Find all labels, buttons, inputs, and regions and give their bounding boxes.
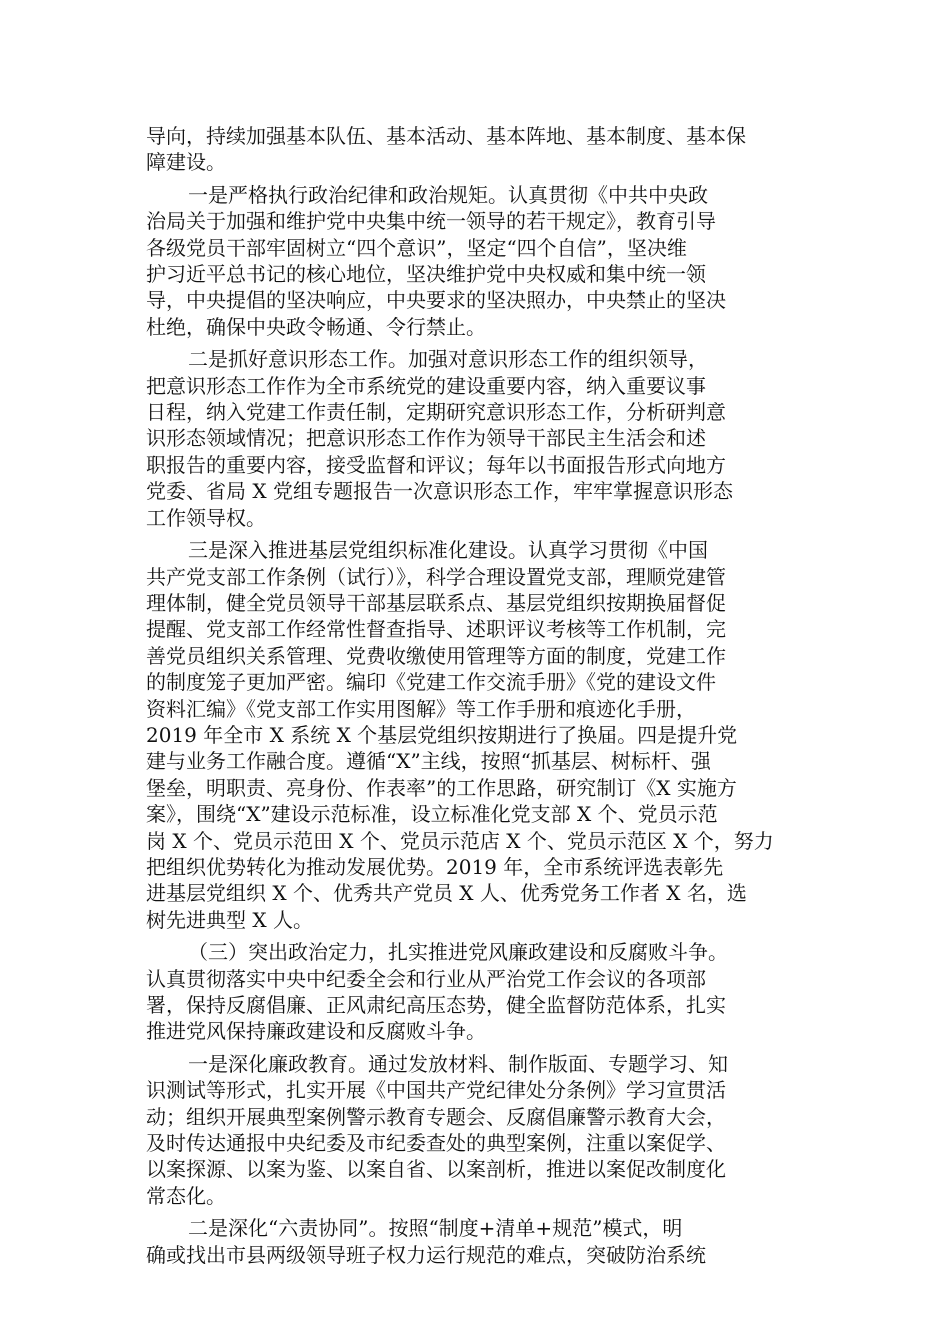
text-line: 日程，纳入党建工作责任制，定期研究意识形态工作，分析研判意 bbox=[146, 400, 726, 425]
text-line: 动；组织开展典型案例警示教育专题会、反腐倡廉警示教育大会， bbox=[146, 1104, 726, 1129]
text-line: 理体制，健全党员领导干部基层联系点、基层党组织按期换届督促 bbox=[146, 590, 726, 615]
text-line: 杜绝，确保中央政令畅通、令行禁止。 bbox=[146, 314, 486, 339]
text-line: 署，保持反腐倡廉、正风肃纪高压态势，健全监督防范体系，扎实 bbox=[146, 993, 726, 1017]
text-line: 2019 年全市 X 系统 X 个基层党组织按期进行了换届。四是提升党 bbox=[146, 722, 738, 747]
text-line: 一是深化廉政教育。通过发放材料、制作版面、专题学习、知 bbox=[188, 1051, 728, 1076]
text-line: 导向，持续加强基本队伍、基本活动、基本阵地、基本制度、基本保 bbox=[146, 124, 746, 148]
text-line: 识测试等形式，扎实开展《中国共产党纪律处分条例》学习宣贯活 bbox=[146, 1078, 726, 1103]
text-line: 堡垒，明职责、亮身份、作表率”的工作思路，研究制订《X 实施方 bbox=[146, 775, 737, 800]
text-line: 进基层党组织 X 个、优秀共产党员 X 人、优秀党务工作者 X 名，选 bbox=[146, 881, 747, 906]
text-line: 把意识形态工作作为全市系统党的建设重要内容，纳入重要议事 bbox=[146, 373, 706, 398]
text-line: 共产党支部工作条例（试行）》，科学合理设置党支部，理顺党建管 bbox=[146, 564, 726, 589]
text-line: 善党员组织关系管理、党费收缴使用管理等方面的制度，党建工作 bbox=[146, 643, 726, 668]
text-line: 树先进典型 X 人。 bbox=[146, 907, 313, 932]
text-line: 常态化。 bbox=[146, 1183, 226, 1208]
text-line: 一是严格执行政治纪律和政治规矩。认真贯彻《中共中央政 bbox=[188, 182, 708, 207]
text-line: 三是深入推进基层党组织标准化建设。认真学习贯彻《中国 bbox=[188, 538, 708, 563]
text-line: 及时传达通报中央纪委及市纪委查处的典型案例，注重以案促学、 bbox=[146, 1131, 726, 1156]
paragraph bbox=[146, 537, 808, 933]
text-line: 职报告的重要内容，接受监督和评议；每年以书面报告形式向地方 bbox=[146, 452, 726, 477]
paragraph bbox=[146, 346, 808, 531]
text-line: 二是深化“六责协同”。按照“制度+清单+规范”模式，明 bbox=[188, 1216, 683, 1241]
text-line: 党委、省局 X 党组专题报告一次意识形态工作，牢牢掌握意识形态 bbox=[146, 479, 733, 504]
text-line: 治局关于加强和维护党中央集中统一领导的若干规定》，教育引导 bbox=[146, 209, 716, 234]
text-line: 各级党员干部牢固树立“四个意识”，坚定“四个自信”，坚决维 bbox=[146, 235, 687, 260]
paragraph bbox=[146, 1215, 808, 1268]
text-line: 工作领导权。 bbox=[146, 505, 266, 530]
text-line: 认真贯彻落实中央中纪委全会和行业从严治党工作会议的各项部 bbox=[146, 966, 706, 991]
text-line: 的制度笼子更加严密。编印《党建工作交流手册》《党的建设文件 bbox=[146, 670, 716, 695]
document-page bbox=[146, 123, 808, 1274]
paragraph bbox=[146, 939, 808, 1045]
text-line: 导，中央提倡的坚决响应，中央要求的坚决照办，中央禁止的坚决 bbox=[146, 288, 726, 313]
text-line: 提醒、党支部工作经常性督查指导、述职评议考核等工作机制，完 bbox=[146, 617, 726, 642]
text-line: 障建设。 bbox=[146, 150, 226, 175]
text-line: 识形态领域情况；把意识形态工作作为领导干部民主生活会和述 bbox=[146, 426, 706, 451]
text-line: 二是抓好意识形态工作。加强对意识形态工作的组织领导， bbox=[188, 347, 708, 372]
paragraph bbox=[146, 123, 808, 176]
text-line: 护习近平总书记的核心地位，坚决维护党中央权威和集中统一领 bbox=[146, 262, 706, 287]
text-line: （三）突出政治定力，扎实推进党风廉政建设和反腐败斗争。 bbox=[188, 940, 728, 965]
text-line: 资料汇编》《党支部工作实用图解》等工作手册和痕迹化手册， bbox=[146, 696, 696, 721]
text-line: 案》，围绕“X”建设示范标准，设立标准化党支部 X 个、党员示范 bbox=[146, 802, 718, 827]
text-line: 把组织优势转化为推动发展优势。2019 年，全市系统评选表彰先 bbox=[146, 854, 724, 879]
text-line: 岗 X 个、党员示范田 X 个、党员示范店 X 个、党员示范区 X 个，努力 bbox=[146, 828, 774, 853]
paragraph bbox=[146, 182, 808, 340]
text-line: 推进党风保持廉政建设和反腐败斗争。 bbox=[146, 1019, 486, 1044]
text-line: 以案探源、以案为鉴、以案自省、以案剖析，推进以案促改制度化 bbox=[146, 1157, 726, 1182]
text-line: 确或找出市县两级领导班子权力运行规范的难点，突破防治系统 bbox=[146, 1242, 706, 1267]
text-line: 建与业务工作融合度。遵循“X”主线，按照“抓基层、树标杆、强 bbox=[146, 749, 711, 774]
paragraph bbox=[146, 1051, 808, 1209]
